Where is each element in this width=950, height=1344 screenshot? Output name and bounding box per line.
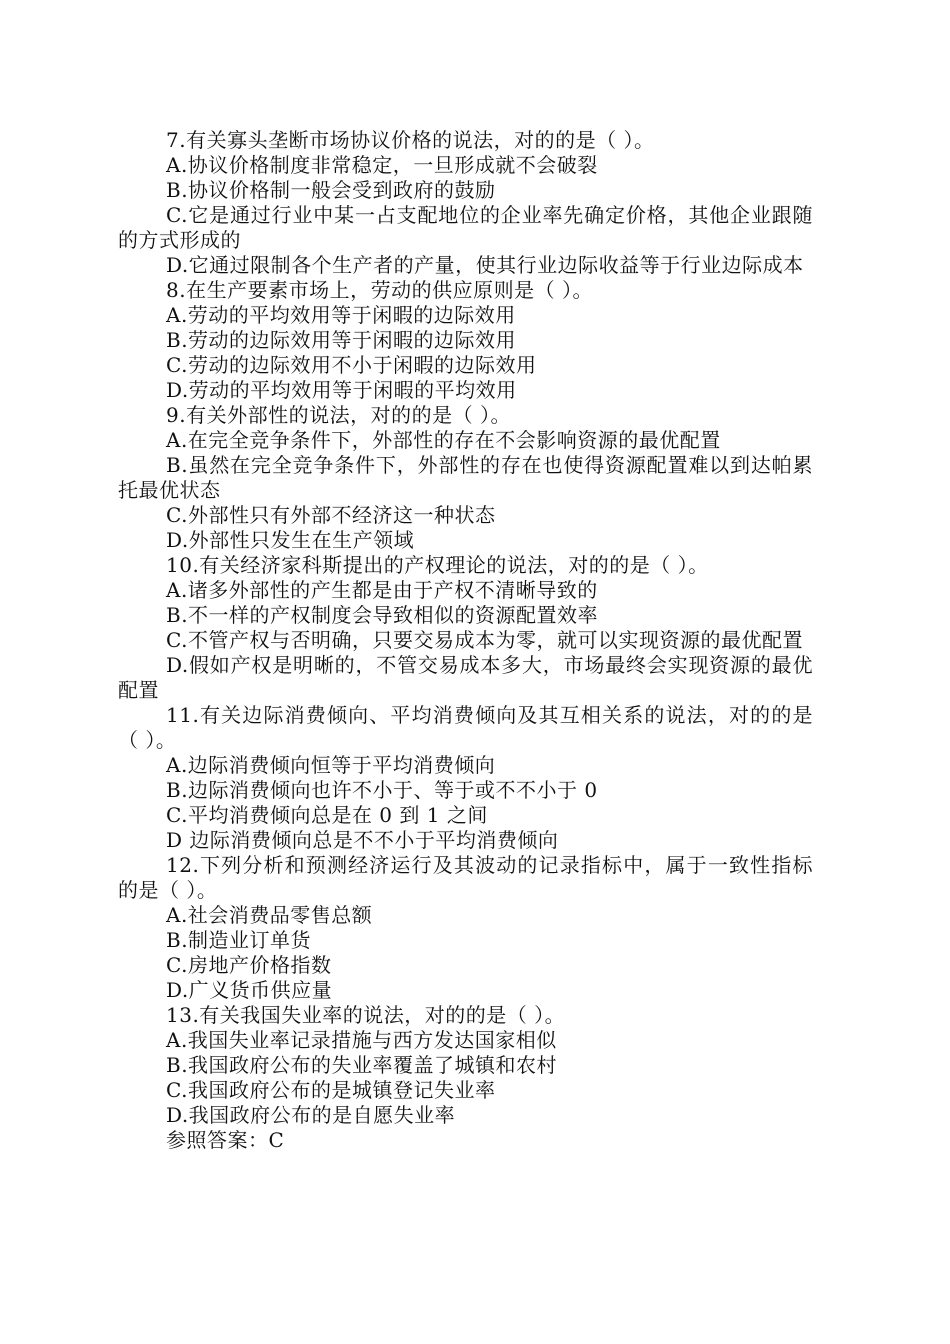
text-line: 8.在生产要素市场上，劳动的供应原则是（ ）。 xyxy=(166,278,593,302)
text-line: D.假如产权是明晰的，不管交易成本多大，市场最终会实现资源的最优配置 xyxy=(118,653,813,702)
text-line: A.边际消费倾向恒等于平均消费倾向 xyxy=(166,753,496,777)
text-line: 11.有关边际消费倾向、平均消费倾向及其互相关系的说法，对的的是（ ）。 xyxy=(118,703,813,752)
text-line: A.劳动的平均效用等于闲暇的边际效用 xyxy=(166,303,516,327)
text-line: A.我国失业率记录措施与西方发达国家相似 xyxy=(166,1028,557,1052)
text-line: B.虽然在完全竞争条件下，外部性的存在也使得资源配置难以到达帕累托最优状态 xyxy=(118,453,813,502)
text-line: B.协议价格制一般会受到政府的鼓励 xyxy=(166,178,496,202)
text-line: A.在完全竞争条件下，外部性的存在不会影响资源的最优配置 xyxy=(166,428,721,452)
text-line: A.社会消费品零售总额 xyxy=(166,903,373,927)
text-line: B.制造业订单货 xyxy=(166,928,312,952)
text-line: 9.有关外部性的说法，对的的是（ ）。 xyxy=(166,403,511,427)
text-line: C.劳动的边际效用不小于闲暇的边际效用 xyxy=(166,353,537,377)
text-line: 参照答案：C xyxy=(166,1128,285,1152)
text-line: 13.有关我国失业率的说法，对的的是（ ）。 xyxy=(166,1003,566,1027)
document-page xyxy=(118,128,813,1153)
text-line: D.广义货币供应量 xyxy=(166,978,333,1002)
text-line: D.外部性只发生在生产领域 xyxy=(166,528,415,552)
text-line: D.我国政府公布的是自愿失业率 xyxy=(166,1103,456,1127)
text-line: A.诸多外部性的产生都是由于产权不清晰导致的 xyxy=(166,578,598,602)
text-line: D.劳动的平均效用等于闲暇的平均效用 xyxy=(166,378,517,402)
text-line: D.它通过限制各个生产者的产量，使其行业边际收益等于行业边际成本 xyxy=(166,253,804,277)
text-line: 10.有关经济家科斯提出的产权理论的说法，对的的是（ ）。 xyxy=(166,553,709,577)
text-line: 12.下列分析和预测经济运行及其波动的记录指标中，属于一致性指标的是（ ）。 xyxy=(118,853,813,902)
text-line: B.不一样的产权制度会导致相似的资源配置效率 xyxy=(166,603,599,627)
text-line: C.平均消费倾向总是在 0 到 1 之间 xyxy=(166,803,488,827)
text-line: D 边际消费倾向总是不不小于平均消费倾向 xyxy=(166,828,559,852)
text-line: B.边际消费倾向也许不小于、等于或不不小于 0 xyxy=(166,778,598,802)
text-line: B.劳动的边际效用等于闲暇的边际效用 xyxy=(166,328,517,352)
text-line: C.外部性只有外部不经济这一种状态 xyxy=(166,503,496,527)
text-line: C.我国政府公布的是城镇登记失业率 xyxy=(166,1078,496,1102)
text-line: C.不管产权与否明确，只要交易成本为零，就可以实现资源的最优配置 xyxy=(166,628,803,652)
text-line: C.它是通过行业中某一占支配地位的企业率先确定价格，其他企业跟随的方式形成的 xyxy=(118,203,813,252)
text-line: A.协议价格制度非常稳定，一旦形成就不会破裂 xyxy=(166,153,598,177)
text-line: 7.有关寡头垄断市场协议价格的说法，对的的是（ ）。 xyxy=(166,128,655,152)
text-line: C.房地产价格指数 xyxy=(166,953,332,977)
text-line: B.我国政府公布的失业率覆盖了城镇和农村 xyxy=(166,1053,558,1077)
